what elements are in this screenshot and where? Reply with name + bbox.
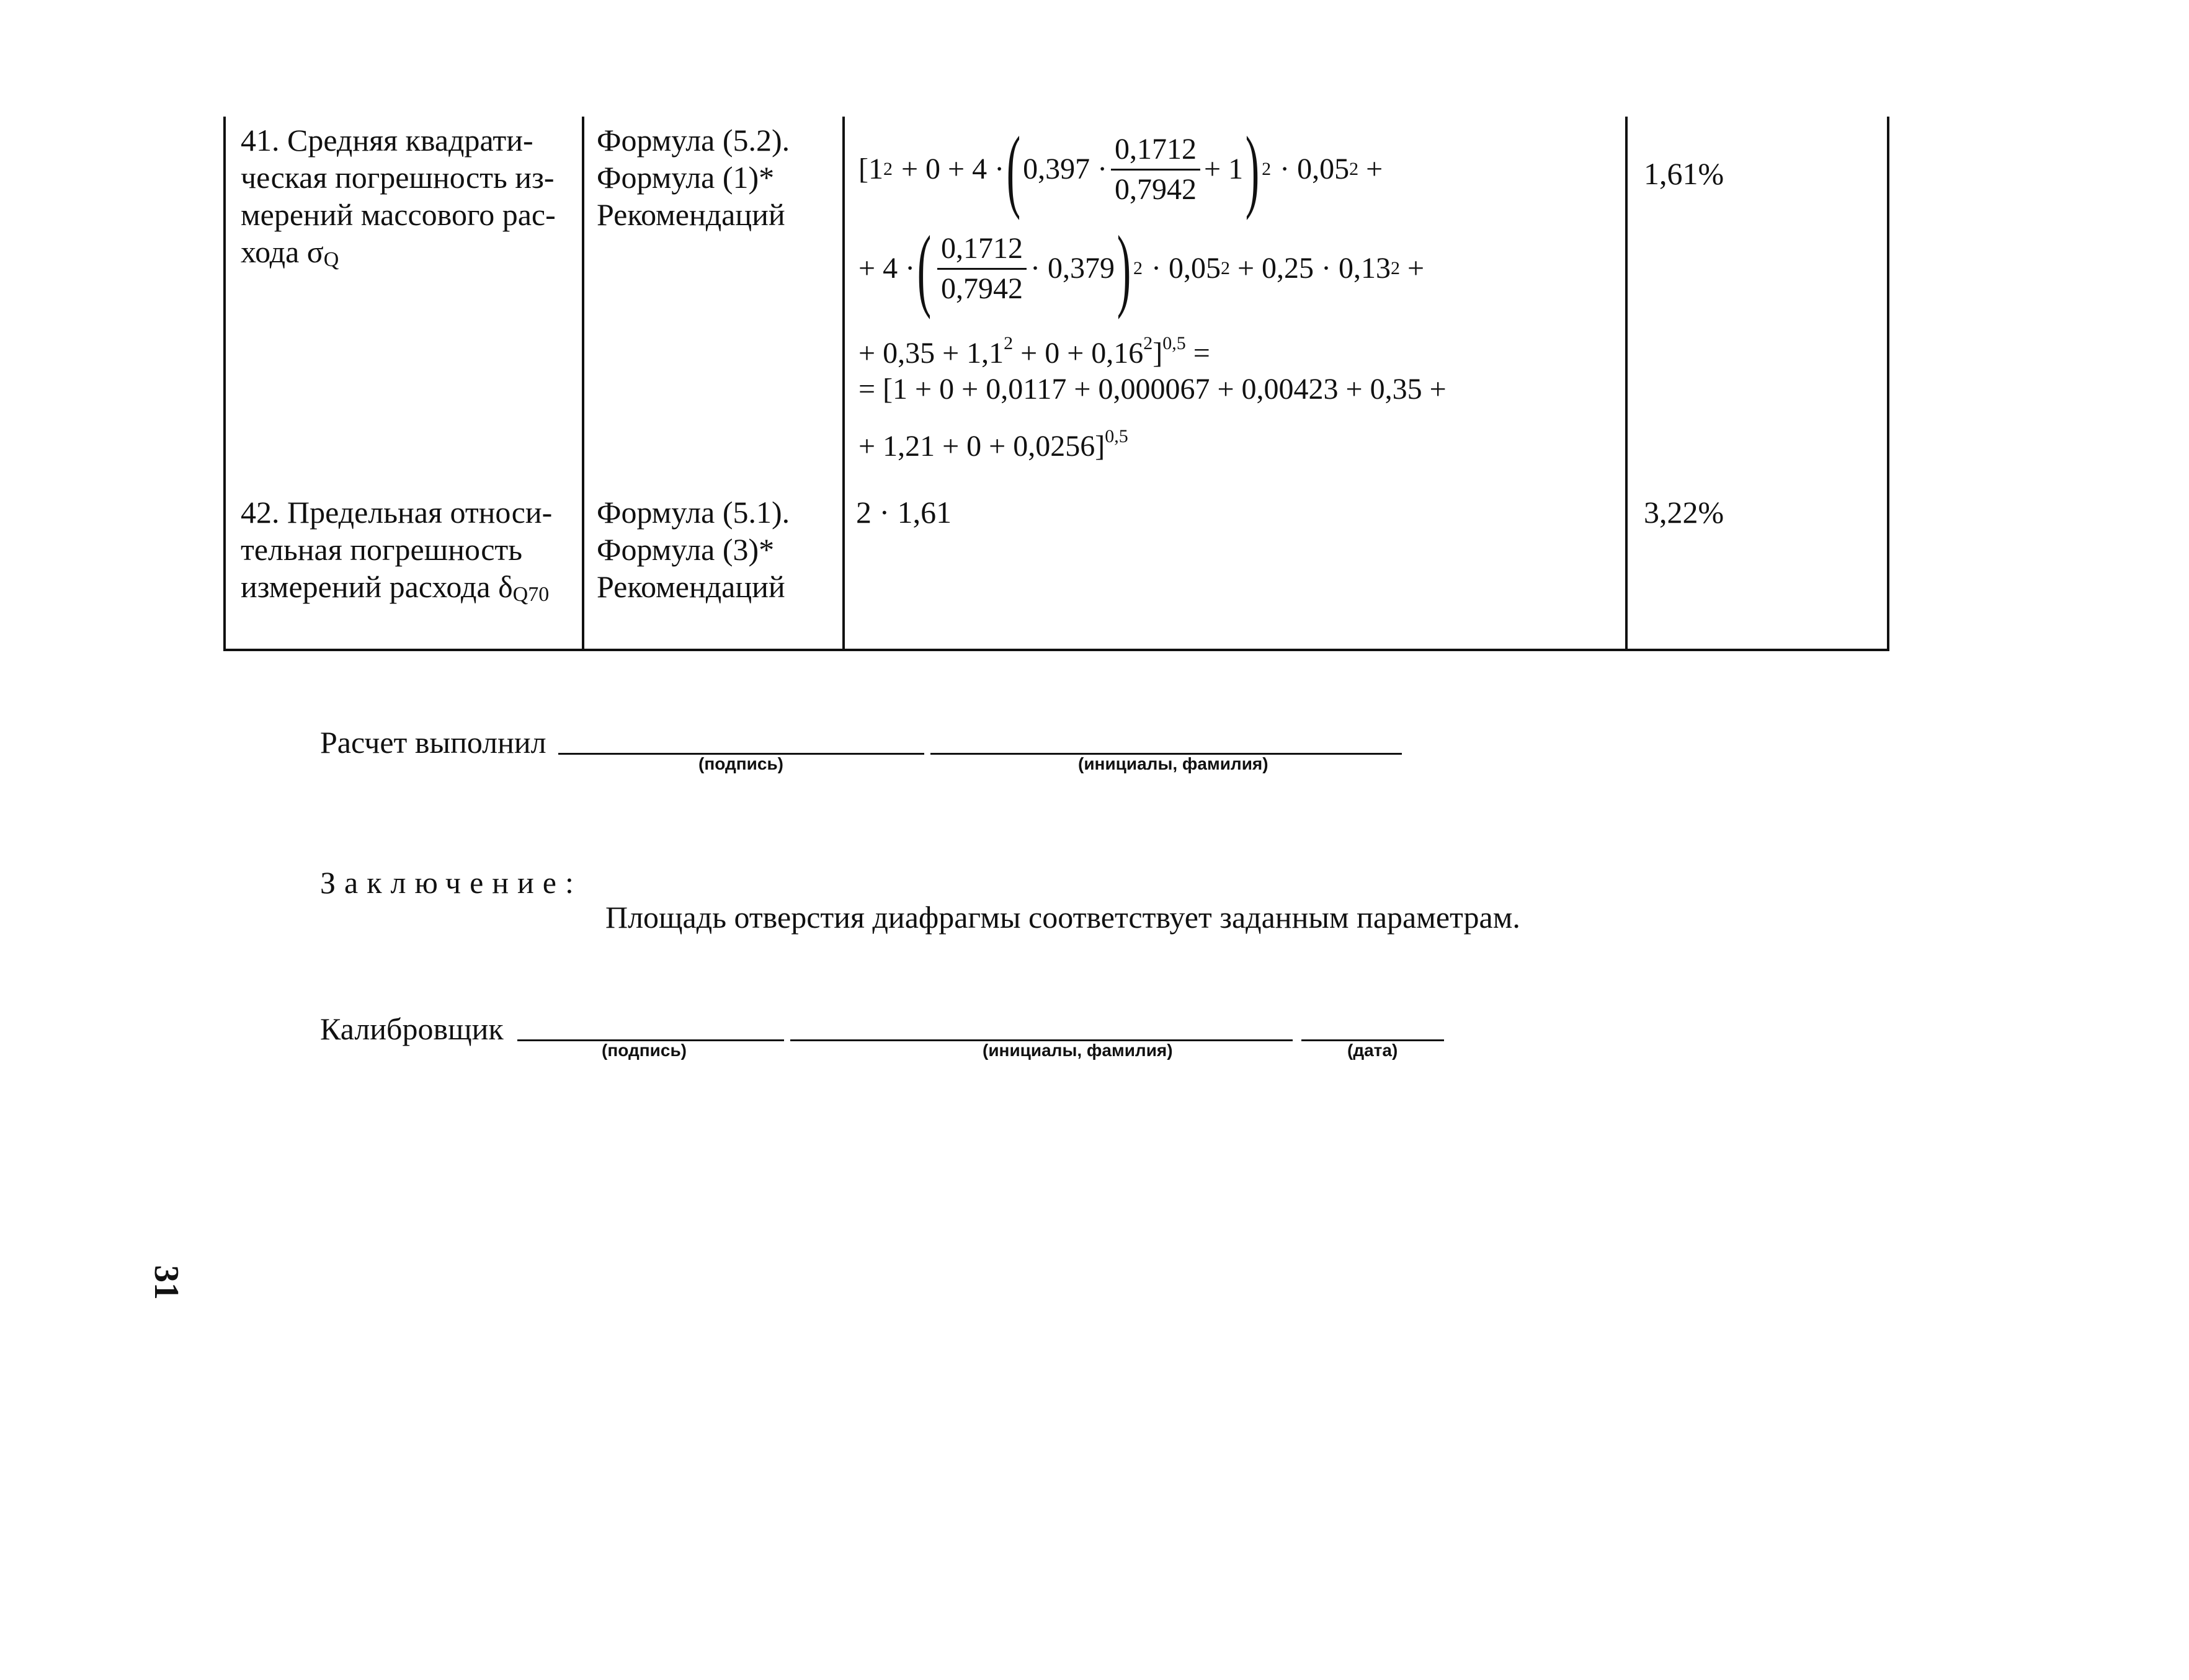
fraction: $\frac{0,1712}{0,7942}$ [1111,130,1200,209]
left-paren: ( [1006,118,1021,221]
source-line: Формула (5.1). [597,495,790,530]
row-42-source [597,494,790,605]
left-paren: ( [917,217,932,320]
table-divider-2 [842,117,845,651]
row-42-item [241,494,569,613]
conclusion-text: Площадь отверстия диафрагмы соответствует заданным параметрам. [605,900,1520,935]
table-border-right [1887,117,1889,651]
page-number: 31 [147,1265,185,1300]
formula-line-1: [1 2 + 0 + 4 · ( 0,397 · $\frac{0,1712}{0,7942}$ + 1 ) 2 · 0,05 2 + [858,118,1383,221]
formula-line-2: + 4 · ( $\frac{0,1712}{0,7942}$ · 0,379 ) 2 · 0,05 2 + 0,25 · 0,13 2 + [858,217,1425,320]
formula-line-5: + 1,21 + 0 + 0,0256]$^{0,5}$ [858,426,1128,463]
item-line: ческая погрешность из- [241,160,555,195]
right-paren: ) [1117,217,1131,320]
signature2-date-caption: (дата) [1347,1041,1398,1060]
source-line: Рекомендаций [597,197,785,232]
row-41-source [597,122,790,233]
item-line: измерений расхода δQ70 [241,569,550,606]
item-line: хода σQ [241,234,339,271]
signature2-label: Калибровщик [320,1011,504,1046]
signature1-name-caption: (инициалы, фамилия) [1078,754,1268,773]
row-42-calc: 2 · 1,61 [856,495,952,530]
table-border-left [223,117,226,651]
signature1-label: Расчет выполнил [320,725,546,760]
right-paren: ) [1245,118,1260,221]
signature2-sign-caption: (подпись) [602,1041,687,1060]
signature1-sign-caption: (подпись) [698,754,783,773]
formula-line-3: + $0,35 + 1,1^2 + 0 + 0,16^2]^{0,5}$ = [858,333,1210,370]
signature2-name-caption: (инициалы, фамилия) [983,1041,1173,1060]
fraction: $\frac{0,1712}{0,7942}$ [937,229,1027,308]
source-line: Формула (1)* [597,160,775,195]
source-line: Формула (3)* [597,532,775,567]
row-42-result: 3,22% [1644,495,1724,530]
source-line: Формула (5.2). [597,123,790,158]
table-divider-3 [1625,117,1628,651]
table-border-bottom [223,649,1889,651]
calculation-table [223,117,1889,651]
row-41-result: 1,61% [1644,156,1724,191]
row-41-item [241,122,569,278]
conclusion-label: Заключение: [320,865,582,900]
formula-line-4: = [1 + 0 + 0,0117 + 0,000067 + 0,00423 + 0,35 + [858,373,1447,406]
item-line: 42. Предельная относи- [241,495,553,530]
table-divider-1 [582,117,584,651]
item-line: 41. Средняя квадрати- [241,123,533,158]
item-line: тельная погрешность [241,532,523,567]
item-line: мерений массового рас- [241,197,556,232]
source-line: Рекомендаций [597,569,785,604]
